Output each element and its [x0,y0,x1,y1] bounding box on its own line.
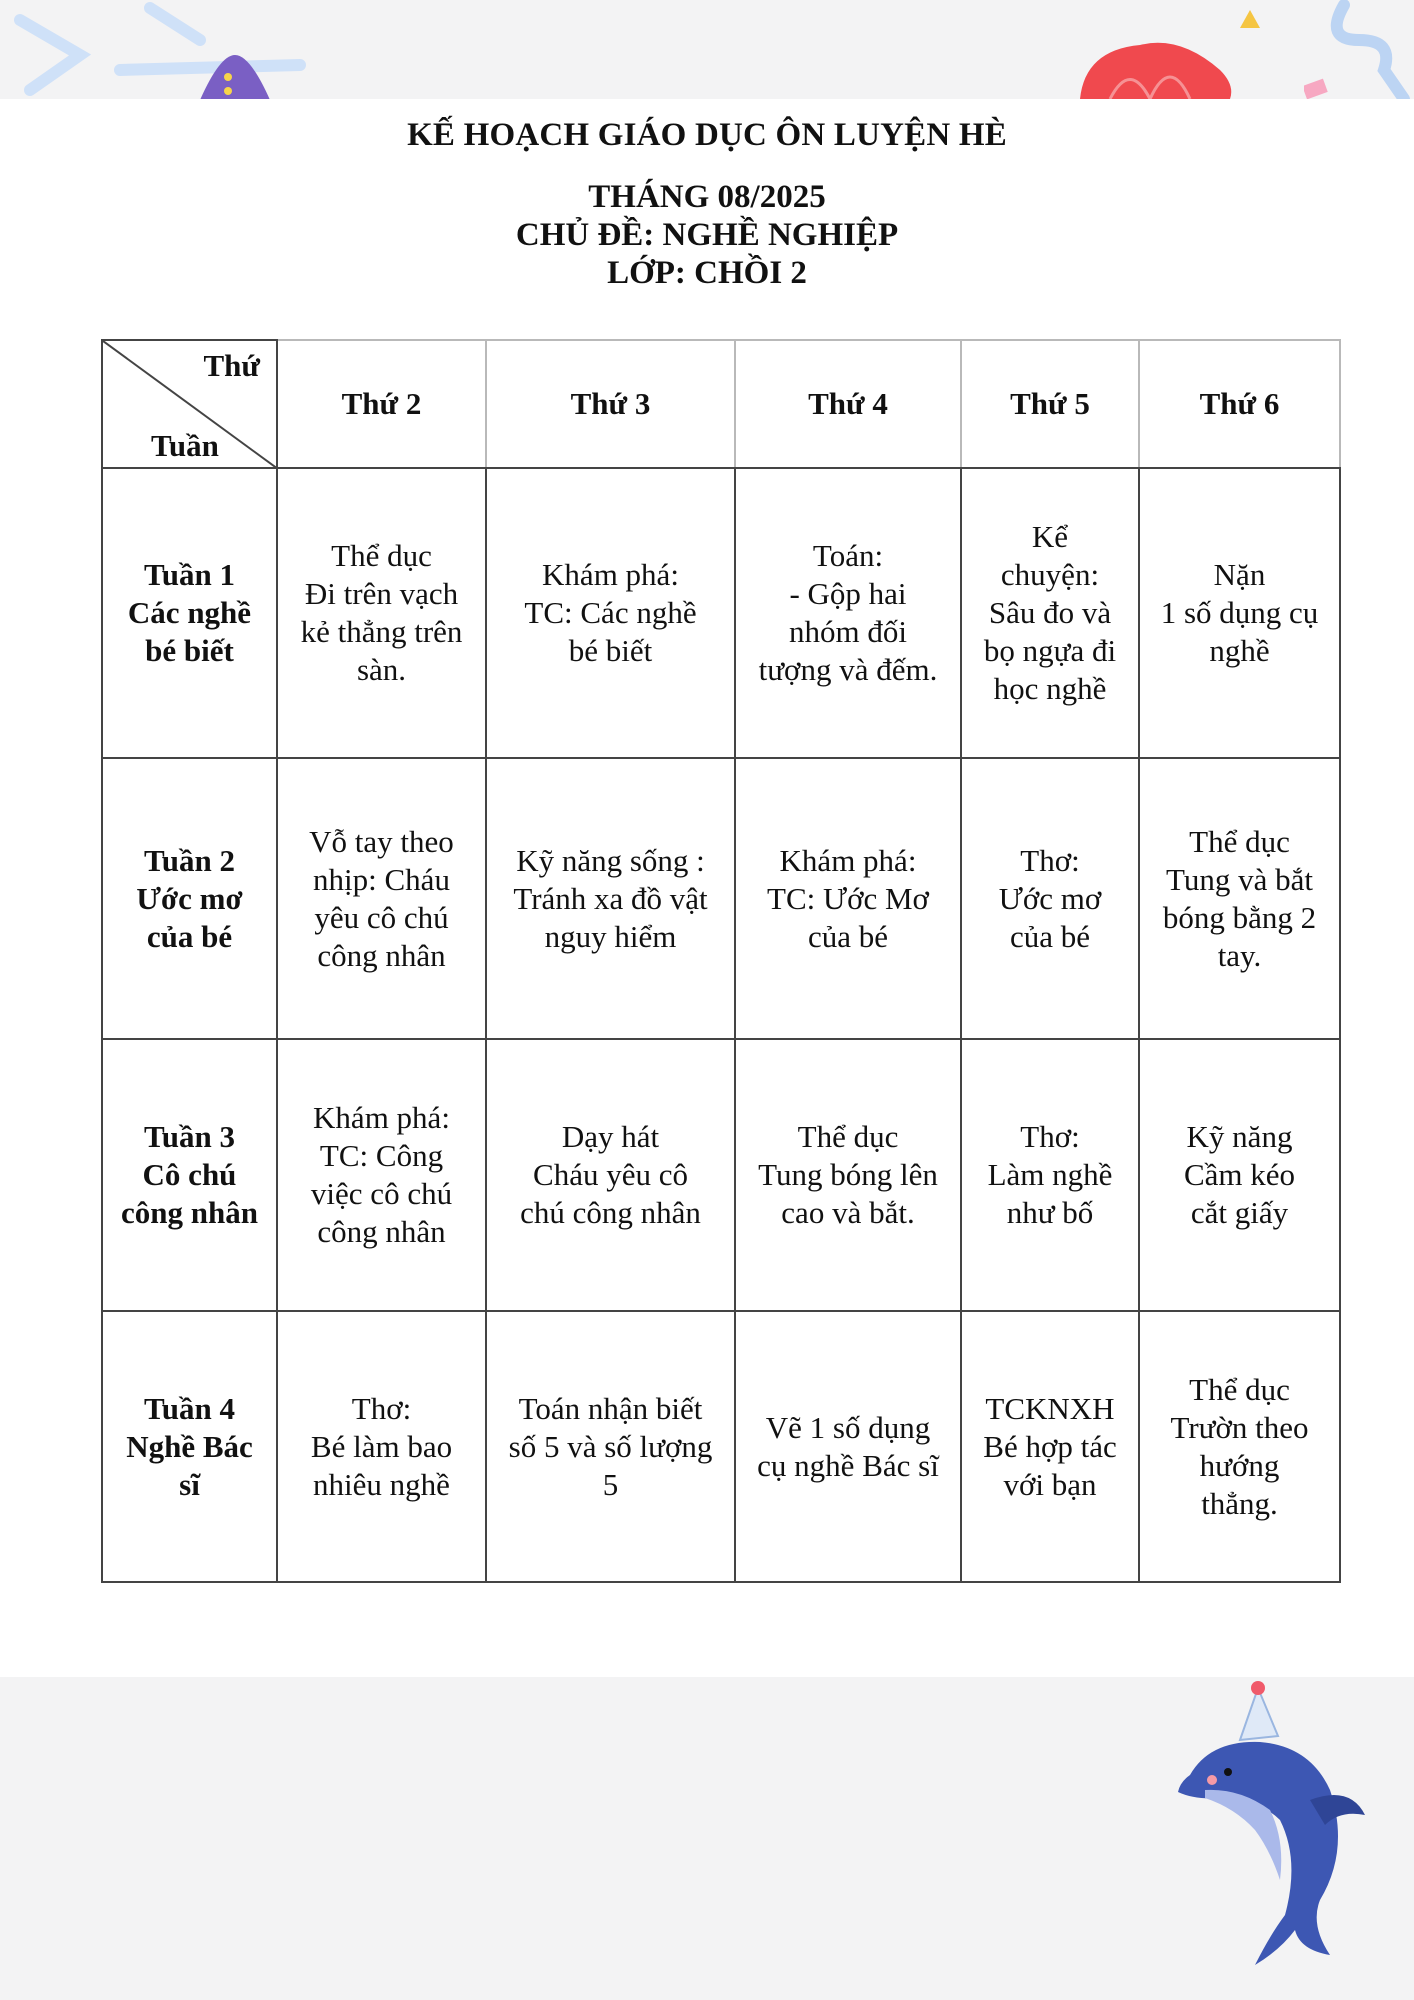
activity-text: Thể dục Đi trên vạch kẻ thẳng trên sàn. [300,538,463,687]
activity-cell [277,1039,486,1311]
squiggle-icon [1304,0,1414,100]
activity-text: Vẽ 1 số dụng cụ nghề Bác sĩ [757,1409,939,1483]
activity-text: Khám phá: TC: Công việc cô chú công nhân [310,1100,453,1249]
activity-text: Thể dục Tung bóng lên cao và bắt. [758,1119,938,1230]
activity-text: Kỹ năng sống : Tránh xa đồ vật nguy hiểm [513,842,708,954]
activity-text: Khám phá: TC: Các nghề bé biết [524,557,697,668]
activity-cell [486,758,735,1039]
dolphin-party-hat-icon [1160,1680,1400,1980]
activity-cell [961,758,1139,1039]
day-header-thu-4: Thứ 4 [735,340,961,468]
activity-text: Thể dục Tung và bắt bóng bằng 2 tay. [1162,823,1317,973]
table-row [102,468,1340,758]
weekly-plan-table [101,339,1341,1583]
activity-cell [735,468,961,758]
corner-header-cell [102,340,277,468]
day-header-thu-5: Thứ 5 [961,340,1139,468]
activity-cell [1139,1039,1340,1311]
activity-cell [735,758,961,1039]
week-label: Tuần 2 Ước mơ của bé [136,842,243,954]
activity-text: Kỹ năng Cầm kéo cắt giấy [1183,1119,1296,1230]
document-sheet [0,99,1414,1677]
week-label: Tuần 3 Cô chú công nhân [121,1119,258,1230]
activity-text: Khám phá: TC: Ước Mơ của bé [767,842,929,954]
corner-day-label: Thứ [203,348,260,383]
activity-text: Thơ: Bé làm bao nhiêu nghề [310,1390,453,1502]
activity-cell [1139,758,1340,1039]
day-header-thu-3: Thứ 3 [486,340,735,468]
activity-cell [277,468,486,758]
seashell-icon [1070,0,1270,100]
activity-text: Thơ: Làm nghề như bố [987,1119,1113,1230]
activity-cell [277,1311,486,1582]
activity-cell [486,1311,735,1582]
activity-cell [1139,468,1340,758]
activity-cell [1139,1311,1340,1582]
day-header-thu-2: Thứ 2 [277,340,486,468]
activity-text: Nặn 1 số dụng cụ nghề [1160,557,1319,668]
week-label-cell [102,1039,277,1311]
activity-text: Dạy hát Cháu yêu cô chú công nhân [520,1119,701,1230]
activity-cell [486,468,735,758]
activity-text: Thơ: Ước mơ của bé [998,842,1102,954]
activity-text: Thể dục Trườn theo hướng thẳng. [1170,1371,1309,1521]
activity-cell [277,758,486,1039]
week-label: Tuần 4 Nghề Bác sĩ [126,1390,253,1502]
activity-text: Toán nhận biết số 5 và số lượng 5 [508,1390,713,1502]
week-label-cell [102,468,277,758]
month-heading: THÁNG 08/2025 [588,179,826,215]
activity-text: Vỗ tay theo nhịp: Cháu yêu cô chú công nhân [309,823,454,973]
rocket-icon [190,55,280,100]
theme-heading: CHỦ ĐỀ: NGHỀ NGHIỆP [515,217,899,253]
activity-cell [961,468,1139,758]
table-row [102,1311,1340,1582]
week-label-cell [102,1311,277,1582]
activity-text: Toán: - Gộp hai nhóm đối tượng và đếm. [758,538,938,687]
activity-cell [961,1311,1139,1582]
activity-text: Kể chuyện: Sâu đo và bọ ngựa đi học nghề [983,519,1117,706]
activity-cell [961,1039,1139,1311]
class-heading: LỚP: CHỒI 2 [607,255,807,291]
week-label: Tuần 1 Các nghề bé biết [127,557,252,668]
activity-cell [735,1039,961,1311]
table-row [102,758,1340,1039]
document-title: KẾ HOẠCH GIÁO DỤC ÔN LUYỆN HÈ [407,117,1007,153]
activity-cell [486,1039,735,1311]
table-header-row [102,340,1340,468]
activity-text: TCKNXH Bé hợp tác với bạn [983,1390,1117,1502]
activity-cell [735,1311,961,1582]
corner-week-label: Tuần [151,428,219,463]
week-label-cell [102,758,277,1039]
day-header-thu-6: Thứ 6 [1139,340,1340,468]
table-row [102,1039,1340,1311]
